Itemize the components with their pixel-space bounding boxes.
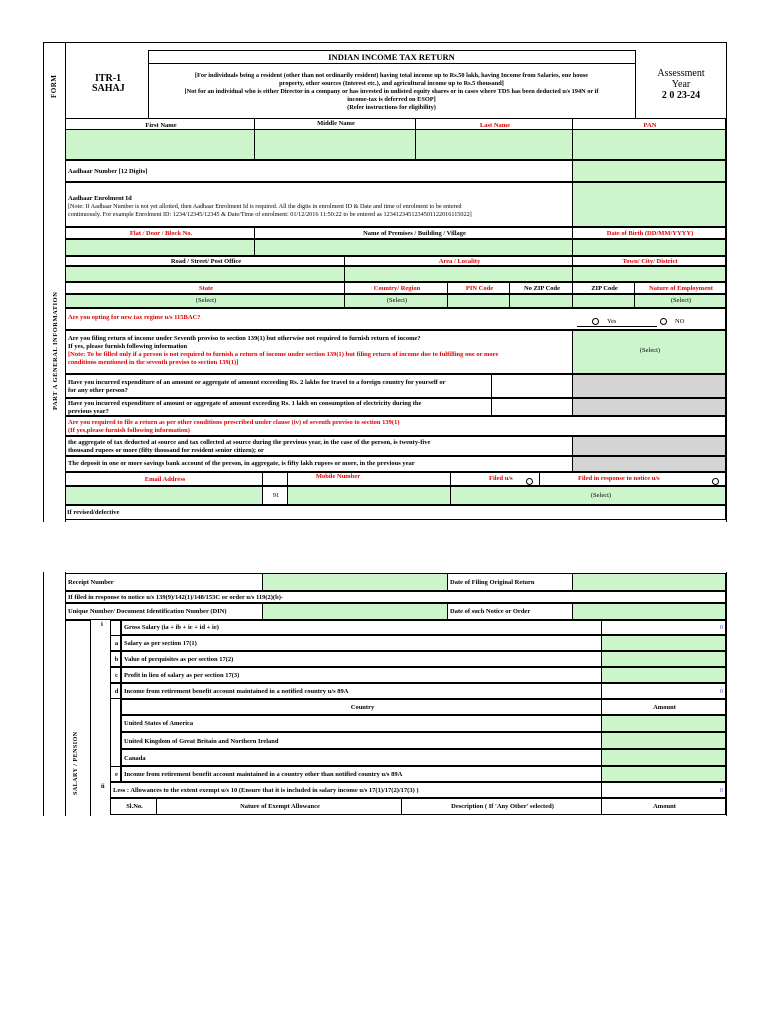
state-select[interactable]: [65, 294, 345, 308]
a-letter: a: [114, 640, 119, 647]
seventh-proviso-select-value: (Select): [639, 347, 661, 354]
electricity-amount-input[interactable]: [491, 398, 573, 416]
eligibility-line-3: [Not for an individual who is either Director in a company or has invested in unlisted equity shares or in cases where TDS has been deducted u/s 194N or if: [184, 88, 599, 95]
cc-label-cell: [262, 472, 288, 486]
gross-salary-label: Gross Salary (ia + ib + ic + id + ie): [124, 624, 219, 631]
seventh-note-2: conditions mentioned in the seventh proviso to section 139(1)]: [68, 359, 239, 366]
date-original-label: Date of Filing Original Return: [450, 579, 535, 586]
seventh-question-1: Are you filing return of income under Seventh proviso to section 139(1) but otherwise not required to furnish return of income?: [68, 335, 421, 342]
perquisites-input[interactable]: [601, 651, 726, 667]
assessment-year-label-2: Year: [671, 79, 691, 90]
gross-salary-total: 0: [719, 624, 723, 631]
frame-top: [43, 42, 727, 43]
nature-label-cell: [634, 282, 726, 294]
mobile-input[interactable]: [287, 486, 451, 505]
middle-name-label: Middle Name: [317, 120, 355, 127]
header-title-bottom: [148, 63, 635, 64]
premises-label-cell: [254, 227, 573, 239]
c-label: Profit in lieu of salary as per section 17(3): [124, 672, 240, 679]
new-regime-yes-underline: [577, 326, 657, 327]
enrolment-note-1: [Note: If Aadhaar Number is not yet allotted, then Aadhaar Enrolment Id is required. All the digits in enrolment ID & Date and time of enrolment to be entered: [68, 203, 462, 210]
area-label-cell: [344, 256, 573, 266]
gross-salary-cell: [121, 620, 602, 635]
e-letter: e: [115, 771, 118, 778]
din-label: Unique Number/ Document Identification Number (DIN): [68, 608, 227, 615]
c-label-cell: [121, 667, 602, 683]
part-a-side-label: PART A GENERAL INFORMATION: [52, 291, 59, 410]
flat-label: Flat / Door / Block No.: [129, 230, 193, 237]
other-conditions-1: Are you required to file a return as per other conditions prescribed under clause (iv) of seventh proviso to section 139(1): [68, 419, 400, 426]
country-label-cell: [344, 282, 448, 294]
e-label-cell: [121, 766, 602, 782]
e-index: [110, 766, 121, 782]
area-label: Area / Locality: [438, 258, 481, 265]
d-label: Income from retirement benefit account maintained in a notified country u/s 89A: [124, 688, 349, 695]
filed-notice-label: Filed in response to notice u/s: [578, 475, 660, 482]
frame2-left: [43, 572, 44, 816]
filed-notice-cell: [539, 472, 726, 486]
filed-section-select[interactable]: [450, 486, 726, 505]
canada-label: Canada: [124, 755, 146, 762]
pan-label: PAN: [643, 122, 657, 129]
din-input[interactable]: [262, 603, 448, 620]
frame2-right: [726, 572, 727, 816]
eligibility-line-1: [For individuals being a resident (other than not ordinarily resident) having total income up to Rs.50 lakh, having Income from Salaries, one house: [194, 72, 589, 79]
last-name-input[interactable]: [415, 129, 573, 160]
electricity-question-2: previous year?: [68, 408, 109, 415]
notice-row: [65, 591, 726, 603]
date-notice-label: Date of such Notice or Order: [450, 608, 531, 615]
country-label: Country/ Region: [373, 285, 421, 292]
filed-us-label: Filed u/s: [489, 475, 513, 482]
new-regime-yes-label: Yes: [607, 318, 617, 325]
d-letter: d: [114, 688, 119, 695]
zip-input[interactable]: [572, 294, 635, 308]
aadhaar-enrolment-cell: [65, 182, 573, 227]
form-title: INDIAN INCOME TAX RETURN: [328, 52, 455, 62]
eligibility-line-2: property, other sources (Interest etc.), and agricultural income up to Rs.5 thousand]: [279, 80, 504, 87]
assessment-year-value: 2 0 23-24: [661, 90, 701, 101]
email-label: Email Address: [144, 476, 186, 483]
row-i-marker: i: [101, 621, 103, 628]
country-code-cell: [262, 486, 288, 505]
new-regime-no-label: NO: [675, 318, 685, 325]
date-notice-input[interactable]: [572, 603, 726, 620]
no-zip-checkbox[interactable]: [509, 294, 573, 308]
electricity-question-cell: [65, 398, 492, 416]
amount-header-cell: [601, 699, 726, 715]
usa-row: [121, 715, 602, 732]
less-allowances-cell: [110, 782, 602, 798]
town-label: Town/ City/ District: [622, 258, 678, 265]
nature-select[interactable]: [634, 294, 726, 308]
nature-exempt-header: Nature of Exempt Allowance: [240, 803, 320, 810]
less-allowances-total: 0: [719, 787, 723, 794]
less-allowances-value: [601, 782, 726, 798]
state-label-cell: [65, 282, 345, 294]
gross-salary-value: [601, 620, 726, 635]
revised-row: [65, 505, 726, 520]
no-zip-label-cell: [509, 282, 573, 294]
nature-label: Nature of Employment: [649, 285, 713, 292]
uk-amount-input[interactable]: [601, 732, 726, 749]
seventh-proviso-select[interactable]: [572, 330, 726, 374]
country-header-cell: [121, 699, 602, 715]
seventh-proviso-cell: [65, 330, 573, 374]
pin-input[interactable]: [447, 294, 510, 308]
enrolment-title: Aadhaar Enrolment Id: [68, 195, 132, 202]
new-regime-no-radio[interactable]: [660, 318, 667, 325]
frame-left: [43, 42, 44, 522]
last-name-label: Last Name: [479, 122, 511, 129]
amount-exempt-header-cell: [601, 798, 726, 815]
d-value: [601, 683, 726, 699]
country-select[interactable]: [344, 294, 448, 308]
email-label-cell: [65, 472, 263, 486]
electricity-answer-disabled: [572, 398, 726, 416]
area-input[interactable]: [344, 266, 573, 282]
filed-section-select-value: (Select): [590, 492, 612, 499]
b-letter: b: [114, 656, 119, 663]
dob-label-cell: [572, 227, 726, 239]
e-label: Income from retirement benefit account maintained in a country other than notified country u/s 89A: [124, 771, 403, 778]
uk-label: United Kingdom of Great Britain and Northern Ireland: [124, 738, 279, 745]
filed-us-radio[interactable]: [526, 478, 533, 485]
form-subname: SAHAJ: [92, 83, 125, 94]
travel-question-1: Have you incurred expenditure of an amount or aggregate of amount exceeding Rs. 2 lakhs for travel to a foreign country for yourself or: [68, 379, 446, 386]
less-allowances-label: Less : Allowances to the extent exempt u/s 10 (Ensure that it is included in salary income u/s 17(1)/17(2)/17(3) ): [113, 787, 419, 794]
premises-label: Name of Premises / Building / Village: [363, 230, 466, 237]
date-notice-label-cell: [447, 603, 573, 620]
date-original-label-cell: [447, 573, 573, 591]
other-country-income-input[interactable]: [601, 766, 726, 782]
salary-171-input[interactable]: [601, 635, 726, 651]
amount-header: Amount: [653, 704, 676, 711]
a-label-cell: [121, 635, 602, 651]
electricity-question-1: Have you incurred expenditure of amount or aggregate of amount exceeding Rs. 1 lakh on consumption of electricity during the: [68, 400, 422, 407]
b-index: [110, 651, 121, 667]
nature-exempt-header-cell: [156, 798, 402, 815]
dob-input[interactable]: [572, 239, 726, 256]
new-regime-yes-radio[interactable]: [592, 318, 599, 325]
b-label-cell: [121, 651, 602, 667]
premises-input[interactable]: [254, 239, 573, 256]
country-header: Country: [350, 704, 375, 711]
tds-question-cell: [65, 436, 573, 456]
state-label: State: [198, 285, 214, 292]
receipt-input[interactable]: [262, 573, 448, 591]
profit-lieu-input[interactable]: [601, 667, 726, 683]
dob-label: Date of Birth (DD/MM/YYYY): [606, 230, 694, 237]
deposit-answer-disabled: [572, 456, 726, 472]
slno-header: Sl.No.: [126, 803, 143, 810]
aadhaar-number-input[interactable]: [572, 160, 726, 182]
desc-other-header: Description ( If 'Any Other' selected): [451, 803, 554, 810]
header-title-top: [148, 50, 635, 51]
usa-label: United States of America: [124, 720, 194, 727]
row-ii-marker: ii: [101, 783, 105, 790]
amount-exempt-header: Amount: [653, 803, 676, 810]
usa-amount-input[interactable]: [601, 715, 726, 732]
new-regime-question: Are you opting for new tax regime u/s 115BAC?: [68, 314, 201, 321]
flat-input[interactable]: [65, 239, 255, 256]
a-index: [110, 635, 121, 651]
uk-row: [121, 732, 602, 749]
tds-question-1: the aggregate of tax deducted at source and tax collected at source during the previous year, in the case of the person, is twenty-five: [68, 439, 431, 446]
mobile-label: Mobile Number: [315, 473, 361, 480]
aadhaar-number-label: Aadhaar Number [12 Digits]: [68, 168, 148, 175]
c-letter: c: [115, 672, 118, 679]
deposit-question: The deposit in one or more savings bank account of the person, in aggregate, is fifty lakh rupees or more, in the previous year: [68, 460, 415, 467]
first-name-label: First Name: [145, 122, 177, 129]
d-label-cell: [121, 683, 602, 699]
first-name-input[interactable]: [65, 129, 255, 160]
pin-label-cell: [447, 282, 510, 294]
a-label: Salary as per section 17(1): [124, 640, 197, 647]
tds-question-2: thousand rupees or more (fifty thousand for resident senior citizen); or: [68, 447, 264, 454]
seventh-note-1: [Note: To be filled only if a person is not required to furnish a return of income under section 139(1) but filing return of income due to fulfilling one or more: [68, 351, 499, 358]
enrolment-note-2: continuously. For example Enrolment ID: 1234/12345/12345 & Date/Time of enrolment: 01/12/2016 11:50:22 to be entered as 1234123451234501122016115022]: [68, 211, 472, 218]
other-conditions-cell: [65, 416, 726, 436]
seventh-question-2: If yes, please furnish following information: [68, 343, 188, 350]
tds-answer-disabled: [572, 436, 726, 456]
canada-amount-input[interactable]: [601, 749, 726, 766]
email-input[interactable]: [65, 486, 263, 505]
receipt-label-cell: [65, 573, 263, 591]
no-zip-label: No ZIP Code: [523, 285, 561, 292]
road-label: Road / Street/ Post Office: [170, 258, 242, 265]
eligibility-line-4: income-tax is deferred on ESOP]: [347, 96, 436, 103]
d-total: 0: [719, 688, 723, 695]
middle-name-input[interactable]: [254, 129, 416, 160]
mobile-label-cell: [287, 472, 451, 486]
desc-other-header-cell: [401, 798, 602, 815]
deposit-question-cell: [65, 456, 573, 472]
state-select-value: (Select): [195, 297, 217, 304]
form-side-label: FORM: [50, 74, 58, 98]
flat-label-cell: [65, 227, 255, 239]
aadhaar-enrolment-input[interactable]: [572, 182, 726, 227]
travel-amount-input[interactable]: [491, 374, 573, 398]
pin-label: PIN Code: [465, 285, 494, 292]
zip-label-cell: [572, 282, 635, 294]
town-input[interactable]: [572, 266, 726, 282]
eligibility-line-5: (Refer instructions for eligibility): [347, 104, 436, 111]
assessment-year-label-1: Assessment: [657, 68, 705, 79]
road-label-cell: [65, 256, 345, 266]
pan-input[interactable]: [572, 129, 726, 160]
form-name: ITR-1: [95, 73, 122, 84]
date-original-input[interactable]: [572, 573, 726, 591]
notice-question: If filed in response to notice u/s 139(9)/142(1)/148/153C or order u/s 119(2)(b)-: [68, 594, 284, 601]
b-label: Value of perquisites as per section 17(2): [124, 656, 234, 663]
salary-side-label: SALARY / PENSION: [73, 731, 79, 795]
aadhaar-number-cell: [65, 160, 573, 182]
din-label-cell: [65, 603, 263, 620]
travel-question-2: for any other person?: [68, 387, 128, 394]
zip-label: ZIP Code: [591, 285, 618, 292]
road-input[interactable]: [65, 266, 345, 282]
d-index: [110, 683, 121, 699]
other-conditions-2: (If yes,please furnish following information): [68, 427, 190, 434]
c-index: [110, 667, 121, 683]
travel-answer-disabled: [572, 374, 726, 398]
travel-question-cell: [65, 374, 492, 398]
nature-select-value: (Select): [670, 297, 692, 304]
receipt-label: Receipt Number: [68, 579, 114, 586]
country-code: 91: [272, 492, 280, 499]
slno-header-cell: [110, 798, 157, 815]
filed-notice-radio[interactable]: [712, 478, 719, 485]
country-select-value: (Select): [386, 297, 408, 304]
frame-right: [726, 42, 727, 522]
town-label-cell: [572, 256, 726, 266]
revised-label: If revised/defective: [67, 509, 120, 516]
canada-row: [121, 749, 602, 766]
